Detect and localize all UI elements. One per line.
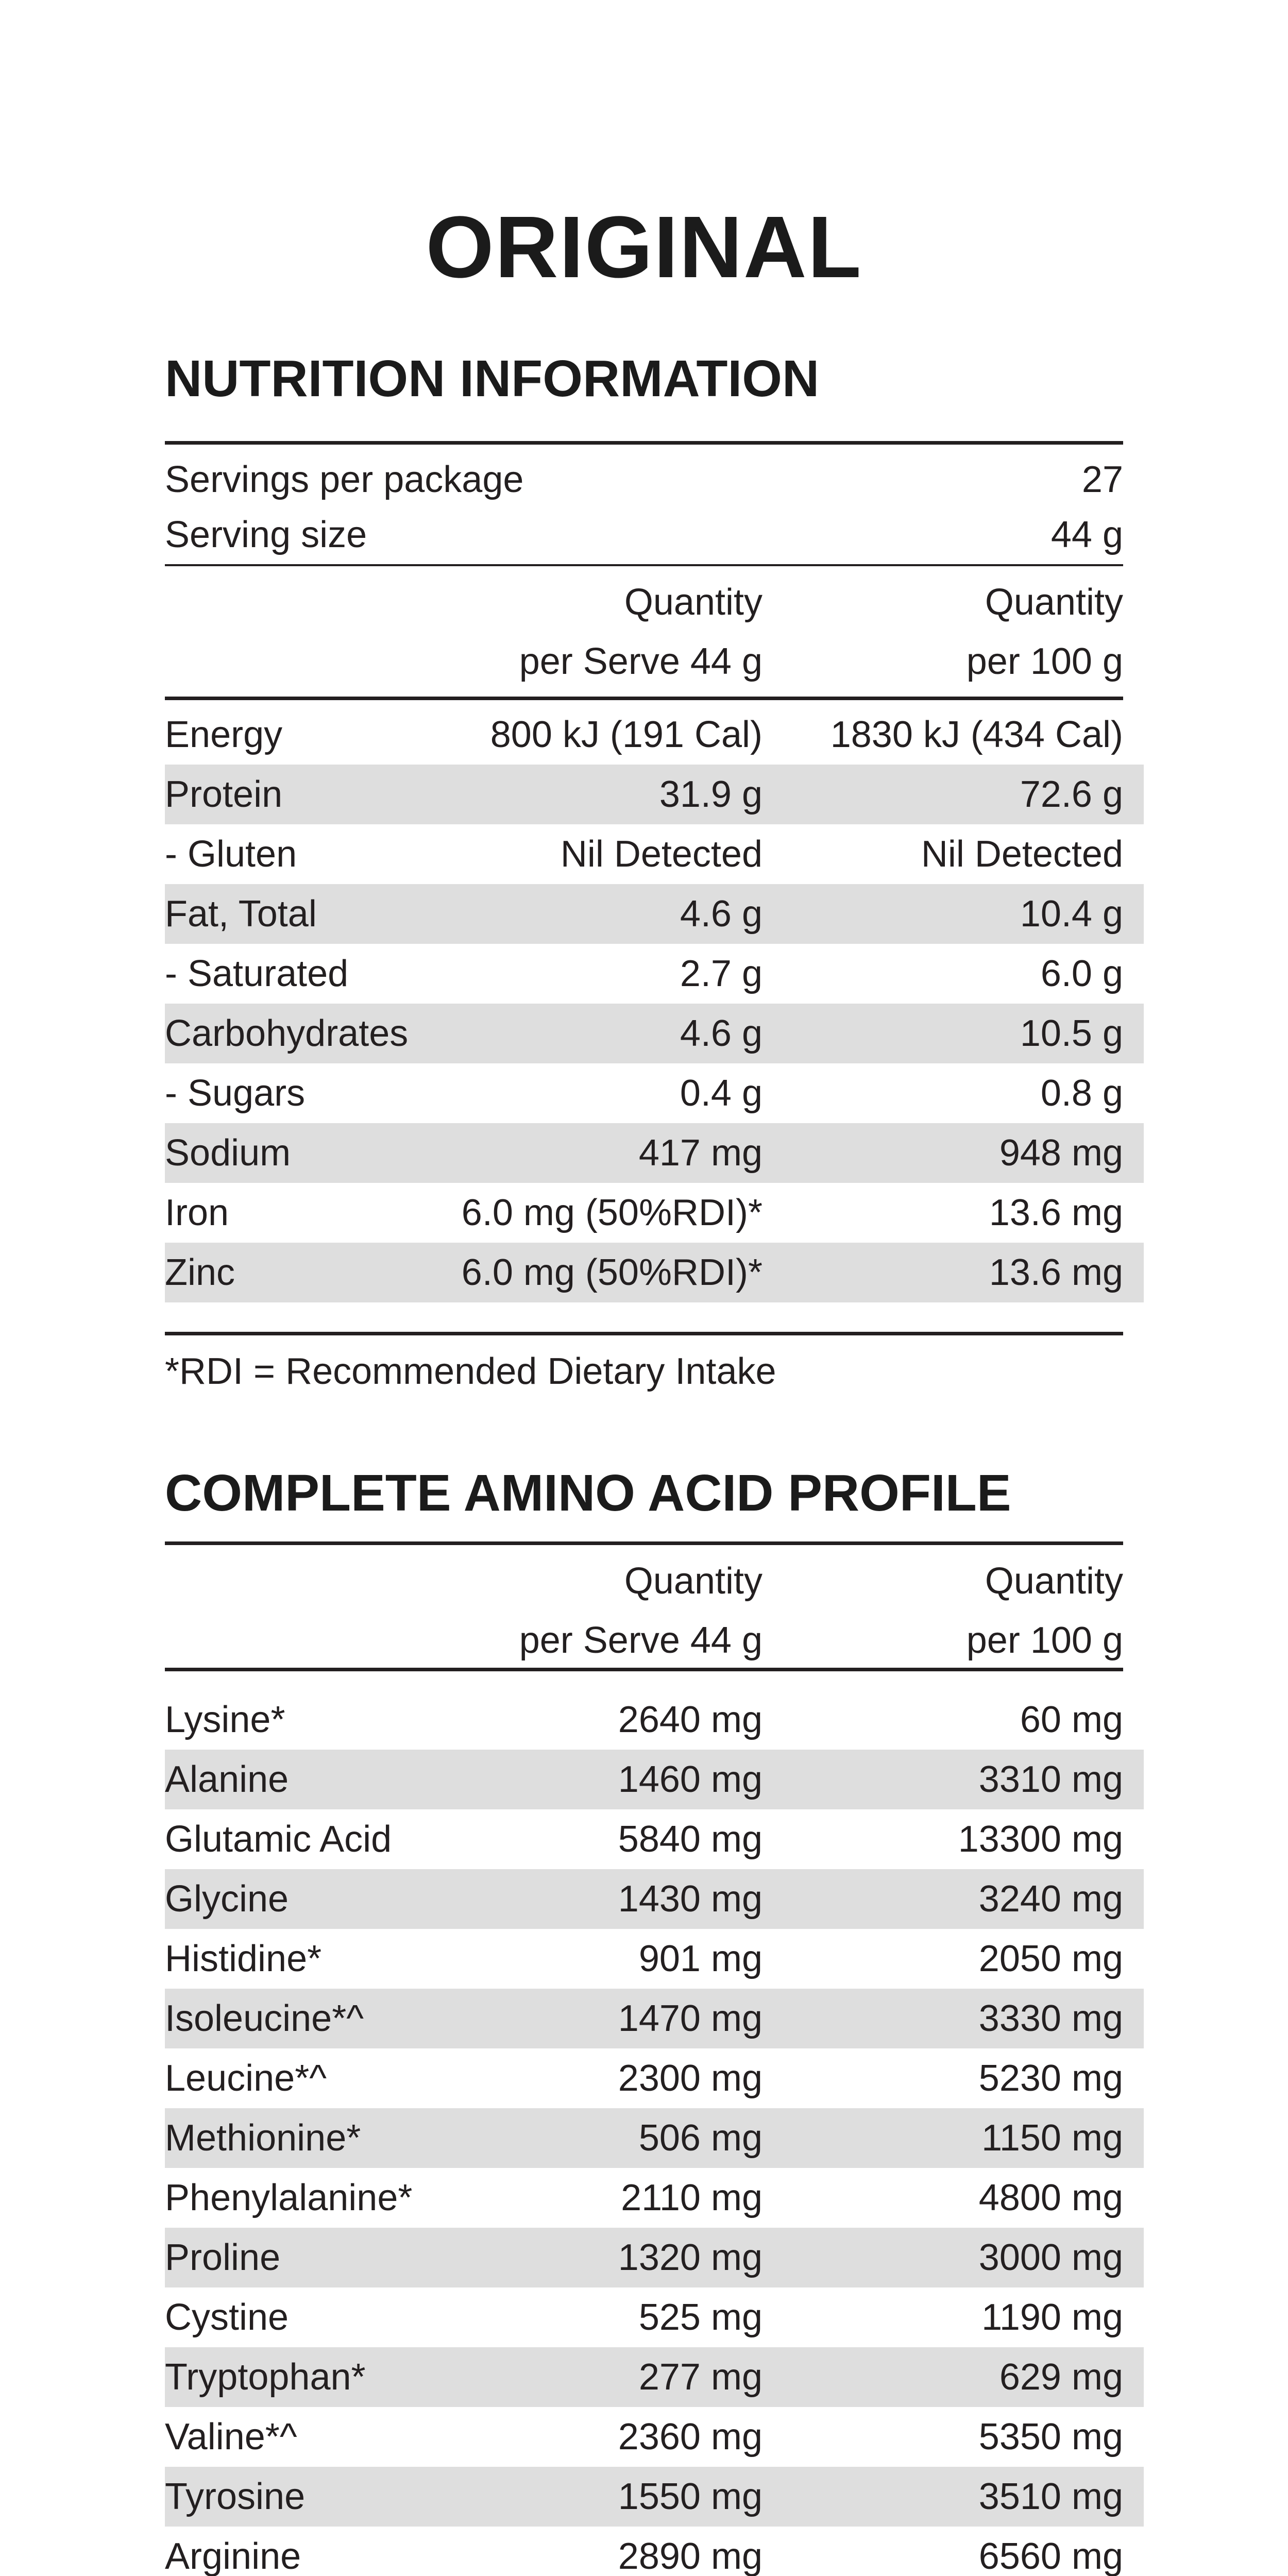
amino-name: Phenylalanine*	[165, 2177, 413, 2218]
divider	[165, 697, 1123, 700]
per-100g-value: 2050 mg	[978, 1938, 1123, 1979]
serving-size-value: 44 g	[1050, 514, 1123, 555]
nutrition-column-header	[165, 573, 1144, 691]
table-row	[165, 1809, 1144, 1869]
servings-row	[165, 450, 1144, 510]
per-serve-value: 2890 mg	[618, 2536, 762, 2576]
header-line: per 100 g	[966, 1620, 1123, 1661]
divider	[165, 1332, 1123, 1335]
table-row	[165, 1243, 1144, 1302]
table-row	[165, 824, 1144, 884]
divider	[165, 1668, 1123, 1671]
per-100g-value: 3510 mg	[978, 2476, 1123, 2517]
table-row	[165, 1123, 1144, 1183]
table-row	[165, 705, 1144, 765]
table-row	[165, 765, 1144, 824]
header-line: Quantity	[624, 1561, 762, 1602]
nutrient-name: - Saturated	[165, 953, 349, 994]
per-100g-header	[967, 573, 1123, 691]
header-line: per 100 g	[966, 641, 1123, 682]
amino-name: Isoleucine*^	[165, 1998, 364, 2039]
table-row	[165, 944, 1144, 1004]
per-serve-value: Nil Detected	[560, 834, 762, 875]
header-line: Quantity	[985, 582, 1123, 623]
rdi-footnote: *RDI = Recommended Dietary Intake	[165, 1351, 776, 1392]
table-row	[165, 1869, 1144, 1929]
nutrient-name: - Gluten	[165, 834, 297, 875]
serving-size-label: Serving size	[165, 514, 367, 555]
per-100g-value: 3310 mg	[978, 1759, 1123, 1800]
per-serve-value: 4.6 g	[680, 893, 762, 935]
per-100g-value: 60 mg	[1020, 1699, 1123, 1740]
amino-name: Leucine*^	[165, 2058, 327, 2099]
amino-name: Cystine	[165, 2297, 289, 2338]
divider	[165, 441, 1123, 445]
nutrient-name: Protein	[165, 774, 283, 815]
per-100g-value: Nil Detected	[921, 834, 1123, 875]
table-row	[165, 2228, 1144, 2287]
table-row	[165, 2108, 1144, 2168]
per-serve-value: 31.9 g	[659, 774, 762, 815]
per-100g-value: 13300 mg	[958, 1819, 1123, 1860]
table-row	[165, 1183, 1144, 1243]
table-row	[165, 2527, 1144, 2576]
per-serve-value: 0.4 g	[680, 1073, 762, 1114]
per-serve-value: 1460 mg	[618, 1759, 762, 1800]
amino-heading: COMPLETE AMINO ACID PROFILE	[165, 1464, 1011, 1522]
per-serve-value: 2110 mg	[621, 2177, 762, 2218]
per-100g-value: 13.6 mg	[989, 1252, 1123, 1293]
per-100g-value: 1190 mg	[981, 2297, 1123, 2338]
per-100g-value: 3330 mg	[978, 1998, 1123, 2039]
per-serve-value: 2360 mg	[618, 2416, 762, 2458]
per-100g-value: 1150 mg	[981, 2117, 1123, 2159]
table-row	[165, 2347, 1144, 2407]
per-serve-value: 6.0 mg (50%RDI)*	[461, 1252, 762, 1293]
per-serve-value: 277 mg	[638, 2357, 762, 2398]
per-100g-value: 629 mg	[999, 2357, 1123, 2398]
header-line: per Serve 44 g	[519, 641, 762, 682]
nutrient-name: Zinc	[165, 1252, 235, 1293]
amino-name: Proline	[165, 2237, 281, 2278]
amino-name: Tyrosine	[165, 2476, 306, 2517]
per-serve-value: 1320 mg	[618, 2237, 762, 2278]
per-serve-value: 1550 mg	[618, 2476, 762, 2517]
per-100g-value: 6.0 g	[1040, 953, 1123, 994]
per-serve-value: 417 mg	[638, 1132, 762, 1174]
per-100g-value: 4800 mg	[978, 2177, 1123, 2218]
per-100g-value: 72.6 g	[1020, 774, 1123, 815]
divider	[165, 1541, 1123, 1545]
per-100g-value: 13.6 mg	[989, 1192, 1123, 1233]
table-row	[165, 2287, 1144, 2347]
table-row	[165, 2467, 1144, 2527]
per-serve-value: 800 kJ (191 Cal)	[490, 714, 762, 755]
table-row	[165, 1989, 1144, 2048]
divider	[165, 564, 1123, 566]
nutrition-heading: NUTRITION INFORMATION	[165, 350, 820, 408]
nutrient-name: Iron	[165, 1192, 229, 1233]
table-row	[165, 884, 1144, 944]
amino-name: Histidine*	[165, 1938, 322, 1979]
header-line: per Serve 44 g	[519, 1620, 762, 1661]
serving-size-row	[165, 505, 1144, 565]
nutrient-name: Sodium	[165, 1132, 291, 1174]
amino-name: Valine*^	[165, 2416, 297, 2458]
amino-name: Glycine	[165, 1878, 289, 1920]
amino-name: Lysine*	[165, 1699, 285, 1740]
table-row	[165, 1929, 1144, 1989]
nutrient-name: Fat, Total	[165, 893, 317, 935]
table-row	[165, 1690, 1144, 1750]
per-serve-value: 2640 mg	[618, 1699, 762, 1740]
per-100g-value: 10.4 g	[1020, 893, 1123, 935]
amino-name: Alanine	[165, 1759, 289, 1800]
amino-name: Tryptophan*	[165, 2357, 366, 2398]
per-100g-header	[967, 1552, 1123, 1670]
header-line: Quantity	[624, 582, 762, 623]
per-serve-value: 1430 mg	[618, 1878, 762, 1920]
nutrient-name: - Sugars	[165, 1073, 306, 1114]
amino-column-header	[165, 1552, 1144, 1670]
per-serve-value: 506 mg	[638, 2117, 762, 2159]
amino-name: Arginine	[165, 2536, 301, 2576]
per-100g-value: 1830 kJ (434 Cal)	[830, 714, 1123, 755]
per-100g-value: 5230 mg	[978, 2058, 1123, 2099]
per-serve-value: 5840 mg	[618, 1819, 762, 1860]
per-100g-value: 0.8 g	[1040, 1073, 1123, 1114]
amino-name: Methionine*	[165, 2117, 361, 2159]
per-100g-value: 5350 mg	[978, 2416, 1123, 2458]
per-100g-value: 3240 mg	[978, 1878, 1123, 1920]
amino-name: Glutamic Acid	[165, 1819, 392, 1860]
per-100g-value: 3000 mg	[978, 2237, 1123, 2278]
per-serve-value: 6.0 mg (50%RDI)*	[461, 1192, 762, 1233]
per-serve-value: 2300 mg	[618, 2058, 762, 2099]
table-row	[165, 2407, 1144, 2467]
per-serve-value: 525 mg	[638, 2297, 762, 2338]
servings-label: Servings per package	[165, 459, 524, 500]
servings-value: 27	[1081, 459, 1123, 500]
table-row	[165, 2168, 1144, 2228]
per-serve-value: 901 mg	[638, 1938, 762, 1979]
table-row	[165, 2048, 1144, 2108]
per-100g-value: 6560 mg	[978, 2536, 1123, 2576]
per-serve-value: 4.6 g	[680, 1013, 762, 1054]
per-serve-header	[519, 1552, 762, 1670]
table-row	[165, 1750, 1144, 1809]
per-100g-value: 10.5 g	[1020, 1013, 1123, 1054]
header-line: Quantity	[985, 1561, 1123, 1602]
per-100g-value: 948 mg	[999, 1132, 1123, 1174]
table-row	[165, 1004, 1144, 1063]
per-serve-header	[519, 573, 762, 691]
product-title: ORIGINAL	[426, 198, 862, 296]
nutrient-name: Energy	[165, 714, 283, 755]
nutrient-name: Carbohydrates	[165, 1013, 409, 1054]
per-serve-value: 2.7 g	[680, 953, 762, 994]
per-serve-value: 1470 mg	[618, 1998, 762, 2039]
table-row	[165, 1063, 1144, 1123]
